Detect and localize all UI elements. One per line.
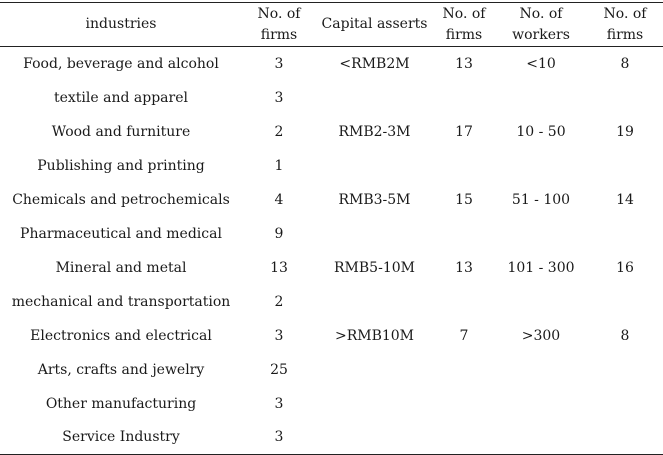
header-line: firms — [445, 26, 483, 43]
industry-cell: Publishing and printing — [37, 157, 205, 174]
table-row — [0, 115, 663, 149]
capital-assets-cell — [316, 81, 433, 115]
header-capital-asserts — [316, 3, 433, 47]
industry-cell: Wood and furniture — [51, 123, 191, 140]
header-line: firms — [606, 26, 644, 43]
table-row — [0, 47, 663, 81]
industry-firms-cell: 3 — [242, 421, 316, 455]
capital-firms-cell — [433, 285, 495, 319]
workers-firms-cell: 19 — [616, 123, 634, 140]
firms-table — [0, 2, 663, 455]
industry-firms-cell: 25 — [270, 361, 288, 378]
workers-firms-cell — [587, 421, 663, 455]
industry-cell: Chemicals and petrochemicals — [12, 191, 230, 208]
capital-assets-cell: >RMB10M — [334, 327, 415, 344]
industry-cell: textile and apparel — [54, 89, 188, 106]
capital-firms-cell: 7 — [459, 327, 469, 344]
capital-firms-cell: 15 — [455, 191, 473, 208]
capital-assets-cell — [316, 421, 433, 455]
industry-cell: Food, beverage and alcohol — [23, 55, 219, 72]
header-industries — [0, 3, 242, 47]
capital-firms-cell — [433, 149, 495, 183]
workers-cell: >300 — [521, 327, 561, 344]
table-row — [0, 285, 663, 319]
table-header — [0, 3, 663, 47]
header-line: No. of — [519, 5, 563, 22]
capital-firms-cell: 13 — [455, 55, 473, 72]
industry-firms-cell: 3 — [274, 89, 284, 106]
table-row — [0, 353, 663, 387]
capital-assets-cell — [316, 285, 433, 319]
industry-cell: Arts, crafts and jewelry — [37, 361, 205, 378]
workers-cell — [495, 353, 587, 387]
workers-firms-cell: 14 — [616, 191, 634, 208]
workers-firms-cell: 16 — [616, 259, 634, 276]
capital-firms-cell — [433, 387, 495, 421]
workers-firms-cell: 8 — [620, 327, 630, 344]
capital-firms-cell — [433, 421, 495, 455]
workers-firms-cell: 8 — [620, 55, 630, 72]
capital-assets-cell: RMB3-5M — [338, 191, 411, 208]
workers-cell — [495, 387, 587, 421]
header-no-of-firms-2 — [433, 3, 495, 47]
header-line: Capital asserts — [321, 16, 428, 32]
capital-assets-cell — [316, 217, 433, 251]
capital-firms-cell — [433, 353, 495, 387]
industry-firms-cell: 2 — [274, 293, 284, 310]
header-line: No. of — [603, 5, 647, 22]
industry-cell: Other manufacturing — [45, 395, 197, 412]
industry-firms-cell: 13 — [270, 259, 288, 276]
workers-cell — [495, 81, 587, 115]
header-line: firms — [260, 26, 298, 43]
capital-assets-cell: RMB5-10M — [334, 259, 415, 276]
header-no-of-workers — [495, 3, 587, 47]
table-row — [0, 387, 663, 421]
table-row — [0, 319, 663, 353]
industry-firms-cell: 3 — [274, 327, 284, 344]
table-row — [0, 81, 663, 115]
table-row — [0, 183, 663, 217]
workers-cell — [495, 217, 587, 251]
industry-cell: Mineral and metal — [55, 259, 187, 276]
capital-firms-cell: 17 — [455, 123, 473, 140]
capital-firms-cell: 13 — [455, 259, 473, 276]
workers-cell: 10 - 50 — [516, 123, 566, 140]
workers-firms-cell — [587, 81, 663, 115]
table-row — [0, 251, 663, 285]
industry-cell: Pharmaceutical and medical — [20, 225, 222, 242]
table-body — [0, 47, 663, 455]
industry-cell: mechanical and transportation — [11, 293, 231, 310]
industry-firms-cell: 2 — [274, 123, 284, 140]
capital-firms-cell — [433, 81, 495, 115]
workers-cell — [495, 421, 587, 455]
workers-firms-cell — [587, 149, 663, 183]
header-row — [0, 3, 663, 47]
industry-firms-cell: 4 — [274, 191, 284, 208]
header-line: workers — [512, 26, 570, 43]
capital-assets-cell: <RMB2M — [339, 55, 410, 72]
workers-cell: <10 — [526, 55, 556, 72]
capital-assets-cell — [316, 149, 433, 183]
capital-firms-cell — [433, 217, 495, 251]
workers-firms-cell — [587, 353, 663, 387]
header-no-of-firms-3 — [587, 3, 663, 47]
workers-firms-cell — [587, 285, 663, 319]
capital-assets-cell: RMB2-3M — [338, 123, 411, 140]
capital-assets-cell — [316, 387, 433, 421]
header-no-of-firms — [242, 3, 316, 47]
industry-firms-cell: 1 — [274, 157, 284, 174]
table-row — [0, 149, 663, 183]
industry-firms-cell: 3 — [274, 395, 284, 412]
industry-firms-cell: 3 — [274, 55, 284, 72]
workers-firms-cell — [587, 217, 663, 251]
workers-cell: 51 - 100 — [511, 191, 571, 208]
workers-cell — [495, 285, 587, 319]
industry-firms-cell: 9 — [274, 225, 284, 242]
workers-cell: 101 - 300 — [507, 259, 575, 276]
table-row — [0, 217, 663, 251]
workers-cell — [495, 149, 587, 183]
header-line: No. of — [257, 5, 301, 22]
capital-assets-cell — [316, 353, 433, 387]
table-row — [0, 421, 663, 455]
industry-cell: Electronics and electrical — [30, 327, 212, 344]
workers-firms-cell — [587, 387, 663, 421]
header-line: industries — [85, 16, 157, 32]
header-line: No. of — [442, 5, 486, 22]
industry-cell: Service Industry — [0, 421, 242, 455]
